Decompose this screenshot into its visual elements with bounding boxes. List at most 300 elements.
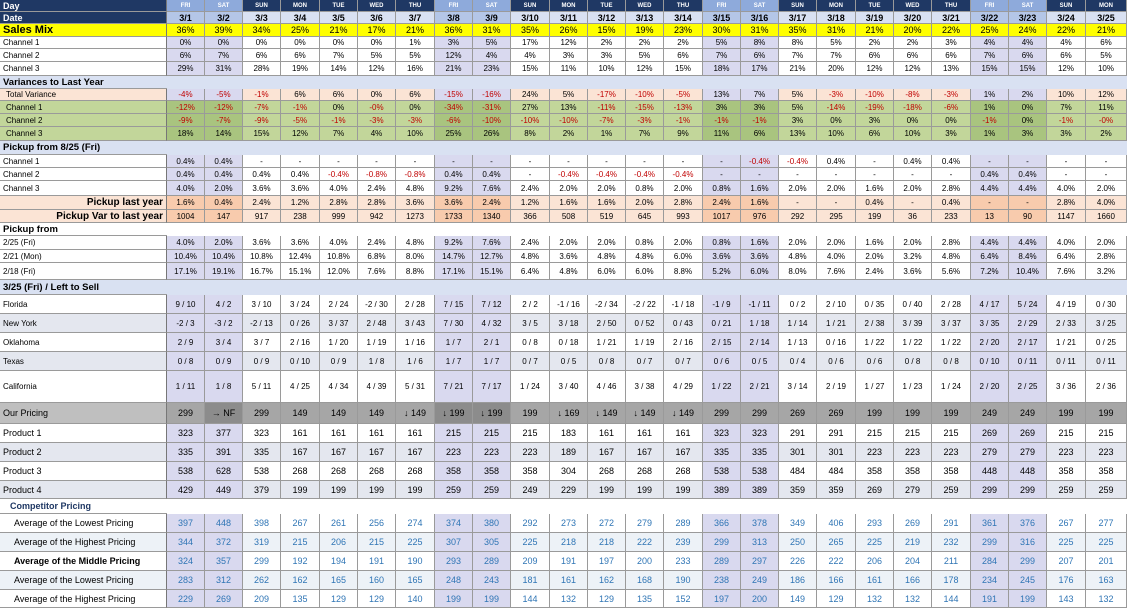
value-cell: -1% — [971, 114, 1009, 127]
value-cell: 167 — [588, 443, 626, 462]
value-cell: -1 / 11 — [741, 295, 779, 314]
value-cell: 7.2% — [971, 263, 1009, 280]
value-cell: -0.4% — [626, 168, 664, 181]
value-cell: 0.4% — [205, 155, 243, 168]
value-cell: 293 — [435, 552, 473, 571]
value-cell: 2 / 29 — [1009, 314, 1047, 333]
value-cell: 4 / 39 — [358, 371, 396, 403]
value-cell: -3% — [932, 89, 971, 101]
value-cell: 9.2% — [435, 181, 473, 196]
value-cell: 389 — [741, 481, 779, 499]
value-cell: 3 / 24 — [281, 295, 320, 314]
value-cell: 6.0% — [588, 263, 626, 280]
value-cell: 12% — [856, 62, 894, 76]
value-cell: 0.4% — [894, 155, 932, 168]
value-cell: 8% — [741, 37, 779, 49]
value-cell: 0.4% — [932, 155, 971, 168]
day-header-7: THU — [396, 0, 435, 12]
value-cell: 0.8% — [703, 236, 741, 250]
row-label: Average of the Highest Pricing — [0, 590, 167, 608]
value-cell: -2 / 22 — [626, 295, 664, 314]
value-cell: 3.6% — [243, 236, 281, 250]
value-cell: 19% — [626, 24, 664, 37]
value-cell: 1 / 7 — [473, 352, 511, 371]
value-cell: 12.7% — [473, 250, 511, 263]
value-cell: 283 — [167, 571, 205, 590]
value-cell: 10.8% — [320, 250, 358, 263]
value-cell: 0.4% — [167, 155, 205, 168]
value-cell: 132 — [894, 590, 932, 608]
value-cell: -2 / 13 — [243, 314, 281, 333]
value-cell: 299 — [167, 403, 205, 424]
value-cell: 2.4% — [243, 196, 281, 210]
value-cell: 249 — [741, 571, 779, 590]
value-cell: 199 — [435, 590, 473, 608]
day-header-11: MON — [550, 0, 588, 12]
data-row — [0, 462, 1127, 481]
value-cell: 8.8% — [396, 263, 435, 280]
data-row — [0, 571, 1127, 590]
value-cell: 7% — [320, 49, 358, 62]
value-cell: 279 — [626, 514, 664, 533]
date-header-14: 3/14 — [664, 12, 703, 24]
value-cell: 147 — [205, 210, 243, 223]
value-cell: 9.2% — [435, 236, 473, 250]
value-cell: 6% — [856, 49, 894, 62]
value-cell: -18% — [894, 101, 932, 114]
data-row — [0, 24, 1127, 37]
value-cell: 3% — [779, 114, 817, 127]
value-cell: 7.6% — [473, 236, 511, 250]
value-cell: 335 — [703, 443, 741, 462]
value-cell: 199 — [856, 403, 894, 424]
value-cell: - — [1009, 155, 1047, 168]
value-cell: 7% — [703, 49, 741, 62]
row-label: Channel 2 — [0, 114, 167, 127]
value-cell: 2% — [1086, 127, 1127, 141]
value-cell: 3.6% — [894, 263, 932, 280]
value-cell: 6% — [396, 89, 435, 101]
value-cell: 256 — [358, 514, 396, 533]
value-cell: 273 — [550, 514, 588, 533]
value-cell: 129 — [320, 590, 358, 608]
value-cell: - — [1047, 168, 1086, 181]
value-cell: - — [626, 155, 664, 168]
value-cell: 1017 — [703, 210, 741, 223]
value-cell: 4% — [473, 49, 511, 62]
day-header-5: TUE — [320, 0, 358, 12]
data-row — [0, 37, 1127, 49]
value-cell: 199 — [664, 481, 703, 499]
value-cell: 316 — [1009, 533, 1047, 552]
value-cell: 199 — [396, 481, 435, 499]
value-cell: 21% — [779, 62, 817, 76]
value-cell: -7% — [588, 114, 626, 127]
row-label: Channel 1 — [0, 37, 167, 49]
value-cell: 279 — [1009, 443, 1047, 462]
value-cell: 8% — [511, 127, 550, 141]
value-cell: 225 — [1086, 533, 1127, 552]
value-cell: 14% — [320, 62, 358, 76]
data-row — [0, 352, 1127, 371]
date-header-18: 3/18 — [817, 12, 856, 24]
day-header-12: TUE — [588, 0, 626, 12]
value-cell: 1273 — [396, 210, 435, 223]
value-cell: 0 / 25 — [1086, 333, 1127, 352]
value-cell: 3% — [588, 49, 626, 62]
value-cell: 178 — [932, 571, 971, 590]
data-row — [0, 181, 1127, 196]
value-cell: -5% — [281, 114, 320, 127]
value-cell: 21% — [856, 24, 894, 37]
value-cell: 4% — [358, 127, 396, 141]
value-cell: 1.6% — [856, 181, 894, 196]
value-cell: 199 — [320, 481, 358, 499]
value-cell: 5 / 31 — [396, 371, 435, 403]
value-cell: 0% — [358, 37, 396, 49]
value-cell: 219 — [894, 533, 932, 552]
value-cell: 223 — [1047, 443, 1086, 462]
date-header-15: 3/15 — [703, 12, 741, 24]
value-cell: - — [971, 155, 1009, 168]
value-cell: 2.4% — [511, 181, 550, 196]
value-cell: 268 — [396, 462, 435, 481]
value-cell: 6% — [281, 89, 320, 101]
value-cell: 1147 — [1047, 210, 1086, 223]
value-cell: 166 — [894, 571, 932, 590]
value-cell: 3% — [1047, 127, 1086, 141]
value-cell: -2 / 30 — [358, 295, 396, 314]
value-cell: 4% — [1047, 37, 1086, 49]
value-cell: 2.4% — [473, 196, 511, 210]
value-cell: 140 — [396, 590, 435, 608]
value-cell: 4 / 32 — [473, 314, 511, 333]
value-cell: - — [741, 168, 779, 181]
value-cell: -19% — [856, 101, 894, 114]
day-header-label: Day — [0, 0, 167, 12]
value-cell: 323 — [741, 424, 779, 443]
value-cell: 168 — [626, 571, 664, 590]
value-cell: 21% — [320, 24, 358, 37]
value-cell: 299 — [971, 481, 1009, 499]
value-cell: 259 — [932, 481, 971, 499]
value-cell: 167 — [396, 443, 435, 462]
value-cell: ↓ 149 — [396, 403, 435, 424]
value-cell: 161 — [358, 424, 396, 443]
value-cell: 162 — [588, 571, 626, 590]
value-cell: 191 — [971, 590, 1009, 608]
value-cell: - — [396, 155, 435, 168]
value-cell: 0 / 9 — [205, 352, 243, 371]
value-cell: 323 — [167, 424, 205, 443]
value-cell: 31% — [741, 24, 779, 37]
value-cell: 1% — [396, 37, 435, 49]
value-cell: 0% — [894, 114, 932, 127]
value-cell: 7 / 17 — [473, 371, 511, 403]
value-cell: 223 — [473, 443, 511, 462]
value-cell: -0.4% — [588, 168, 626, 181]
value-cell: -0.4% — [550, 168, 588, 181]
value-cell: 0 / 10 — [971, 352, 1009, 371]
value-cell: 269 — [817, 403, 856, 424]
value-cell: 304 — [550, 462, 588, 481]
value-cell: -34% — [435, 101, 473, 114]
value-cell: 234 — [971, 571, 1009, 590]
value-cell: 2.0% — [664, 181, 703, 196]
value-cell: 13% — [550, 101, 588, 114]
row-label: 2/25 (Fri) — [0, 236, 167, 250]
value-cell: 14% — [205, 127, 243, 141]
value-cell: -1% — [281, 101, 320, 114]
value-cell: 13 — [971, 210, 1009, 223]
value-cell: 0 / 21 — [703, 314, 741, 333]
value-cell: -1% — [741, 114, 779, 127]
value-cell: 161 — [856, 571, 894, 590]
value-cell: 2 / 1 — [473, 333, 511, 352]
value-cell: 209 — [511, 552, 550, 571]
value-cell: 0% — [281, 37, 320, 49]
day-header-20: WED — [894, 0, 932, 12]
value-cell: 223 — [932, 443, 971, 462]
value-cell: 8.8% — [664, 263, 703, 280]
value-cell: 22% — [1047, 24, 1086, 37]
value-cell: -2 / 34 — [588, 295, 626, 314]
value-cell: 199 — [1086, 403, 1127, 424]
value-cell: 6% — [741, 49, 779, 62]
value-cell: 357 — [205, 552, 243, 571]
value-cell: 149 — [320, 403, 358, 424]
value-cell: 167 — [626, 443, 664, 462]
value-cell: -1% — [703, 114, 741, 127]
value-cell: 149 — [779, 590, 817, 608]
value-cell: 1.2% — [511, 196, 550, 210]
value-cell: 301 — [779, 443, 817, 462]
value-cell: 225 — [396, 533, 435, 552]
value-cell: 15% — [1009, 62, 1047, 76]
value-cell: -12% — [205, 101, 243, 114]
value-cell: 6.8% — [358, 250, 396, 263]
value-cell: 7 / 21 — [435, 371, 473, 403]
value-cell: 249 — [1009, 403, 1047, 424]
data-row — [0, 49, 1127, 62]
value-cell: 268 — [320, 462, 358, 481]
value-cell: - — [511, 155, 550, 168]
value-cell: 6% — [932, 49, 971, 62]
value-cell: 215 — [1047, 424, 1086, 443]
value-cell: 3% — [932, 37, 971, 49]
value-cell: 391 — [205, 443, 243, 462]
row-label: Product 1 — [0, 424, 167, 443]
value-cell: 3 / 7 — [243, 333, 281, 352]
value-cell: 2.0% — [1086, 181, 1127, 196]
value-cell: -0.4% — [741, 155, 779, 168]
section-header — [0, 223, 1127, 236]
value-cell: 31% — [205, 62, 243, 76]
value-cell: 2 / 17 — [1009, 333, 1047, 352]
value-cell: -17% — [588, 89, 626, 101]
value-cell: 3% — [856, 114, 894, 127]
value-cell: 161 — [281, 424, 320, 443]
value-cell: 223 — [435, 443, 473, 462]
value-cell: 223 — [511, 443, 550, 462]
value-cell: 1% — [971, 89, 1009, 101]
value-cell: 7% — [626, 127, 664, 141]
value-cell: 16.7% — [243, 263, 281, 280]
value-cell: 267 — [1047, 514, 1086, 533]
value-cell: 3 / 37 — [320, 314, 358, 333]
value-cell: 4.4% — [971, 236, 1009, 250]
value-cell: 223 — [894, 443, 932, 462]
day-header-22: FRI — [971, 0, 1009, 12]
value-cell: -9% — [243, 114, 281, 127]
value-cell: 4 / 19 — [1047, 295, 1086, 314]
value-cell: 232 — [932, 533, 971, 552]
value-cell: -14% — [817, 101, 856, 114]
value-cell: 2.0% — [550, 181, 588, 196]
value-cell: 2.0% — [588, 181, 626, 196]
value-cell: 0 / 4 — [779, 352, 817, 371]
value-cell: 1 / 11 — [167, 371, 205, 403]
value-cell: 917 — [243, 210, 281, 223]
value-cell: 218 — [550, 533, 588, 552]
value-cell: - — [817, 196, 856, 210]
value-cell: 376 — [1009, 514, 1047, 533]
value-cell: 12% — [435, 49, 473, 62]
value-cell: -7% — [243, 101, 281, 114]
value-cell: 2 / 28 — [932, 295, 971, 314]
value-cell: 225 — [856, 533, 894, 552]
value-cell: 12% — [281, 127, 320, 141]
value-cell: 2 / 16 — [281, 333, 320, 352]
value-cell: 2 / 15 — [703, 333, 741, 352]
data-row — [0, 62, 1127, 76]
value-cell: - — [1086, 168, 1127, 181]
value-cell: 2.8% — [1086, 250, 1127, 263]
value-cell: 335 — [167, 443, 205, 462]
value-cell: - — [1047, 155, 1086, 168]
value-cell: 166 — [817, 571, 856, 590]
value-cell: 162 — [281, 571, 320, 590]
value-cell: -16% — [473, 89, 511, 101]
value-cell: 2 / 16 — [664, 333, 703, 352]
value-cell: 299 — [741, 403, 779, 424]
value-cell: 3 / 39 — [894, 314, 932, 333]
value-cell: 291 — [779, 424, 817, 443]
value-cell: - — [971, 196, 1009, 210]
value-cell: 167 — [281, 443, 320, 462]
value-cell: 3.6% — [741, 250, 779, 263]
value-cell: 2.0% — [626, 196, 664, 210]
value-cell: -3% — [358, 114, 396, 127]
data-row — [0, 314, 1127, 333]
value-cell: ↓ 149 — [588, 403, 626, 424]
value-cell: 149 — [358, 403, 396, 424]
value-cell: 429 — [167, 481, 205, 499]
value-cell: 358 — [435, 462, 473, 481]
value-cell: 0.4% — [435, 168, 473, 181]
value-cell: 269 — [971, 424, 1009, 443]
row-label: Channel 3 — [0, 181, 167, 196]
value-cell: 0% — [205, 37, 243, 49]
value-cell: 0 / 8 — [932, 352, 971, 371]
value-cell: 1 / 8 — [358, 352, 396, 371]
value-cell: - — [703, 155, 741, 168]
value-cell: 15.1% — [281, 263, 320, 280]
value-cell: 4.0% — [1047, 181, 1086, 196]
value-cell: 31% — [817, 24, 856, 37]
value-cell: 0.4% — [243, 168, 281, 181]
value-cell: 17% — [741, 62, 779, 76]
value-cell: 0 / 30 — [1086, 295, 1127, 314]
day-header-10: SUN — [511, 0, 550, 12]
value-cell: 5.6% — [932, 263, 971, 280]
value-cell: 229 — [550, 481, 588, 499]
value-cell: 2 / 36 — [1086, 371, 1127, 403]
value-cell: 538 — [703, 462, 741, 481]
value-cell: 2 / 38 — [856, 314, 894, 333]
value-cell: 323 — [703, 424, 741, 443]
value-cell: 10% — [1086, 62, 1127, 76]
section-header — [0, 499, 1127, 514]
value-cell: 3 / 36 — [1047, 371, 1086, 403]
day-header-15: FRI — [703, 0, 741, 12]
value-cell: -3% — [626, 114, 664, 127]
date-header-19: 3/19 — [856, 12, 894, 24]
value-cell: 3 / 10 — [243, 295, 281, 314]
value-cell: 10.8% — [243, 250, 281, 263]
row-label: Channel 2 — [0, 168, 167, 181]
value-cell: 3.2% — [1086, 263, 1127, 280]
value-cell: -2 / 3 — [167, 314, 205, 333]
value-cell: 4.4% — [971, 181, 1009, 196]
day-header-8: FRI — [435, 0, 473, 12]
value-cell: 7% — [971, 49, 1009, 62]
value-cell: 8.0% — [396, 250, 435, 263]
value-cell: 313 — [741, 533, 779, 552]
value-cell: 1 / 23 — [894, 371, 932, 403]
row-label: Texas — [0, 352, 167, 371]
value-cell: 163 — [1086, 571, 1127, 590]
value-cell: -1% — [1047, 114, 1086, 127]
value-cell: -3% — [396, 114, 435, 127]
value-cell: 277 — [1086, 514, 1127, 533]
value-cell: 9% — [664, 127, 703, 141]
value-cell: 2.4% — [703, 196, 741, 210]
value-cell: 90 — [1009, 210, 1047, 223]
data-row — [0, 403, 1127, 424]
value-cell: 3 / 38 — [626, 371, 664, 403]
value-cell: 11% — [550, 62, 588, 76]
value-cell: -8% — [894, 89, 932, 101]
value-cell: 15% — [243, 127, 281, 141]
value-cell: 289 — [703, 552, 741, 571]
value-cell: 398 — [243, 514, 281, 533]
value-cell: 192 — [281, 552, 320, 571]
value-cell: 7.6% — [1047, 263, 1086, 280]
value-cell: 233 — [932, 210, 971, 223]
value-cell: 0.4% — [856, 196, 894, 210]
value-cell: 4 / 46 — [588, 371, 626, 403]
value-cell: 4% — [511, 49, 550, 62]
value-cell: 15% — [588, 24, 626, 37]
value-cell: 222 — [626, 533, 664, 552]
data-row — [0, 263, 1127, 280]
value-cell: 2.0% — [550, 236, 588, 250]
value-cell: -10% — [856, 89, 894, 101]
value-cell: 358 — [511, 462, 550, 481]
value-cell: 448 — [971, 462, 1009, 481]
value-cell: → NF — [205, 403, 243, 424]
